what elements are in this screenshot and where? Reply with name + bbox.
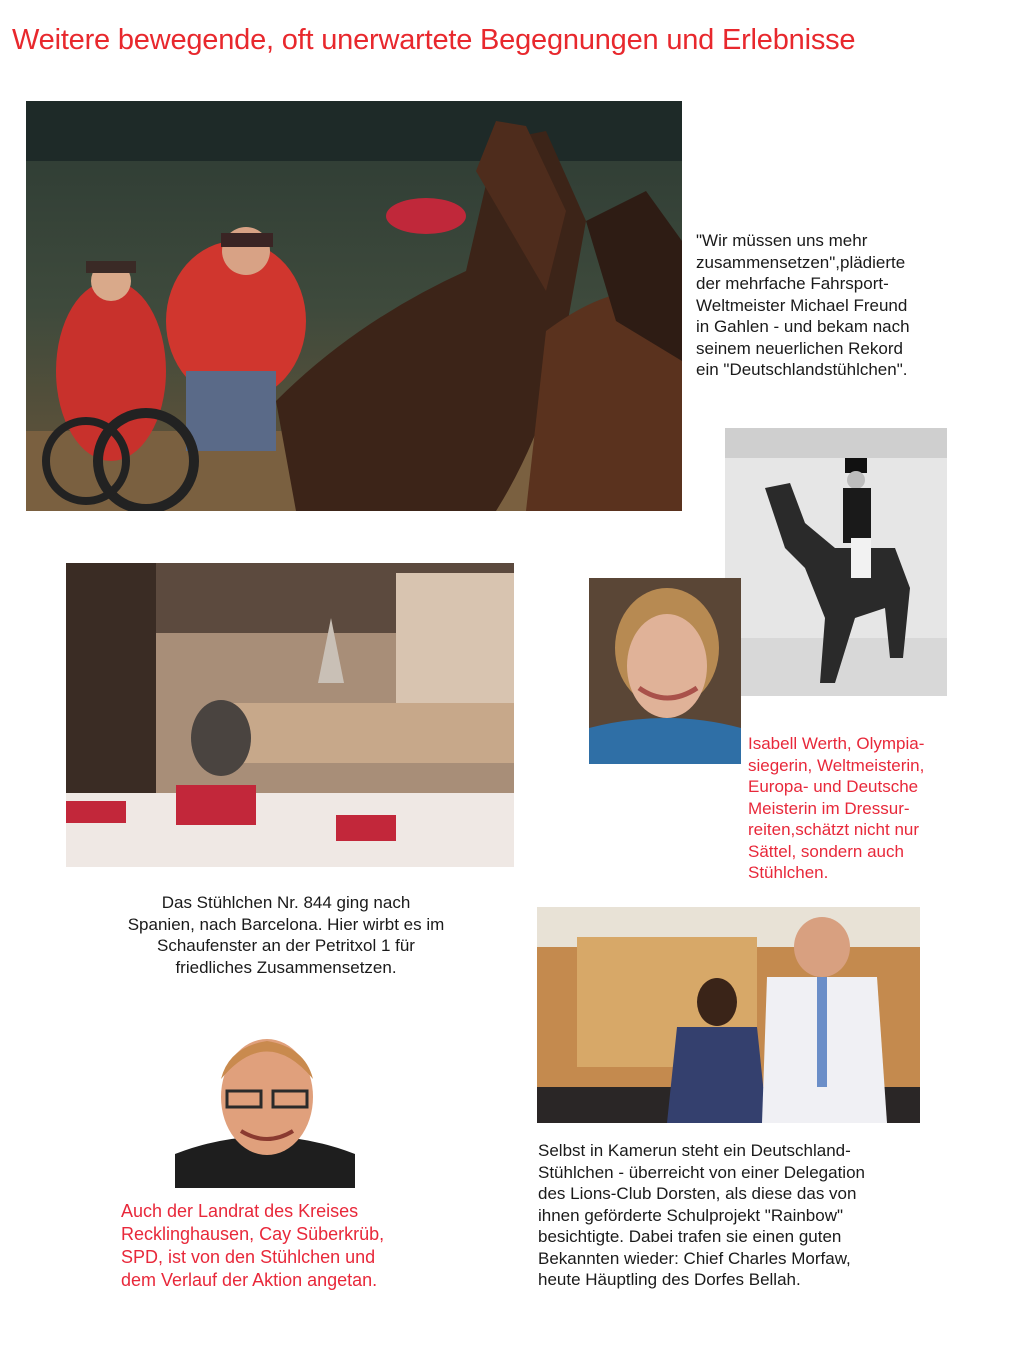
barcelona-shop-window-photo [66, 563, 514, 867]
page-title: Weitere bewegende, oft unerwartete Begegnungen und Erlebnisse [12, 24, 856, 56]
caption-barcelona: Das Stühlchen Nr. 844 ging nach Spanien, nach Barcelona. Hier wirbt es im Schaufenster an der Petritxol 1 für friedliches Zusammensetzen. [127, 893, 445, 977]
dressage-photo [725, 428, 947, 696]
landrat-portrait [175, 1019, 355, 1188]
isabell-werth-portrait [589, 578, 741, 764]
carriage-driving-photo [26, 101, 682, 511]
caption-werth: Isabell Werth, Olympia- siegerin, Weltmeisterin, Europa- und Deutsche Meisterin im Dressur- reiten,schätzt nicht nur Sättel, sondern auch Stühlchen. [748, 734, 925, 882]
caption-landrat: Auch der Landrat des Kreises Recklinghausen, Cay Süberkrüb, SPD, ist von den Stühlchen und dem Verlauf der Aktion angetan. [121, 1201, 385, 1290]
caption-freund: "Wir müssen uns mehr zusammensetzen",plädierte der mehrfache Fahrsport- Weltmeister Michael Freund in Gahlen - und bekam nach seinem neuerlichen Rekord ein "Deutschlandstühlchen". [696, 231, 910, 379]
kamerun-event-photo [537, 907, 920, 1123]
caption-kamerun: Selbst in Kamerun steht ein Deutschland- Stühlchen - überreicht von einer Delegation des Lions-Club Dorsten, als diese das von ihnen geförderte Schulprojekt "Rainbow" besichtigte. Dabei trafen sie einen guten Bekannten wieder: Chief Charles Morfaw, heute Häuptling des Dorfes Bellah. [538, 1141, 865, 1289]
